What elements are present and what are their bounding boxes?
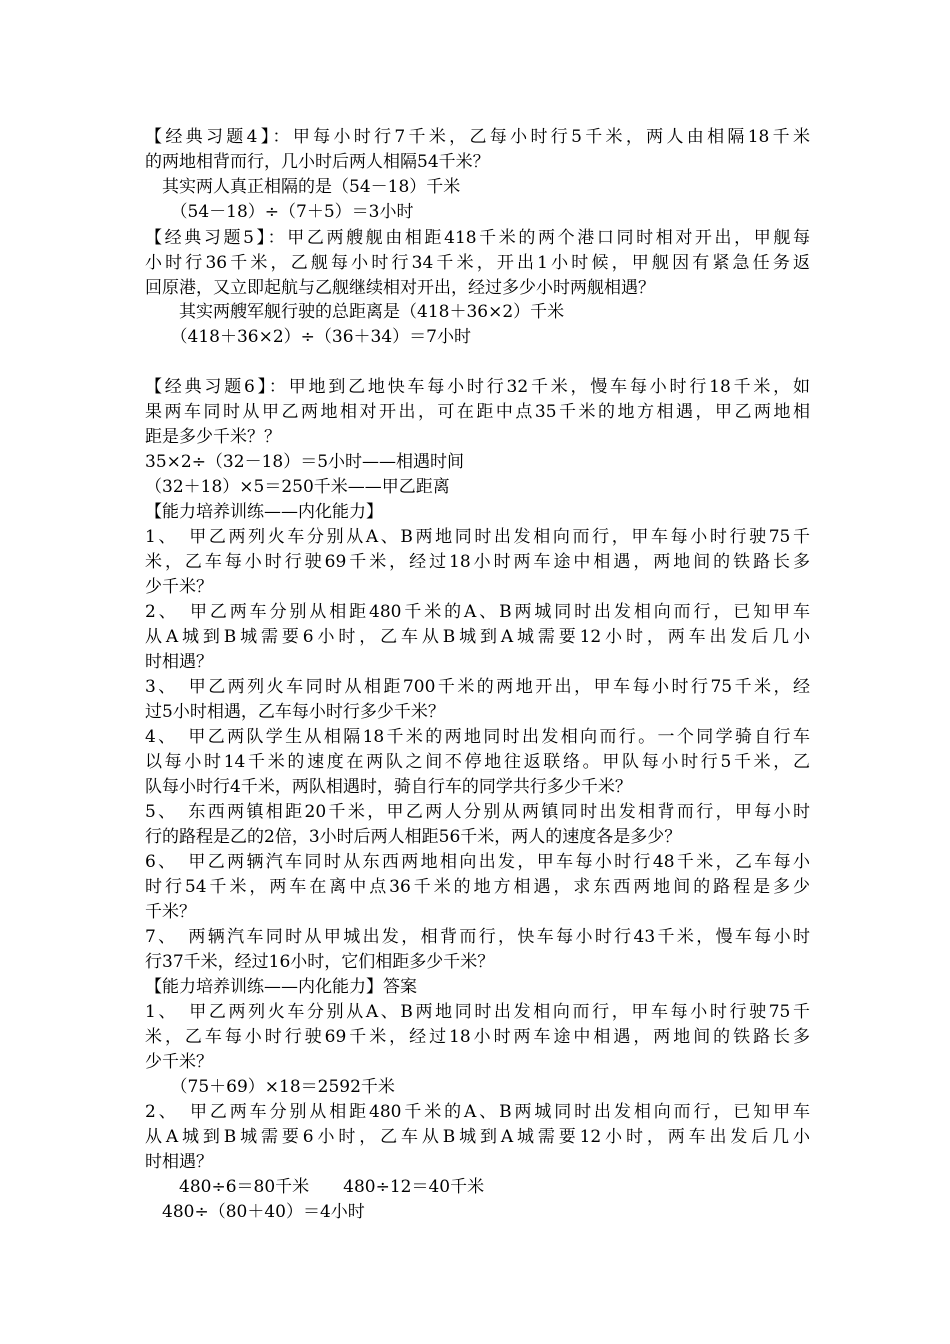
text-line: 从A城到B城需要6小时，乙车从B城到A城需要12小时，两车出发后几小 (145, 1127, 810, 1147)
text-line: 时相遇？ (145, 1152, 213, 1172)
text-line: 时相遇？ (145, 652, 213, 672)
text-line: 1、 甲乙两列火车分别从A、B两地同时出发相向而行，甲车每小时行驶75千 (145, 527, 810, 547)
text-line: （418＋36×2）÷（36＋34）＝7小时 (145, 327, 471, 347)
text-line: 480÷（80＋40）＝4小时 (145, 1202, 365, 1222)
text-line: 1、 甲乙两列火车分别从A、B两地同时出发相向而行，甲车每小时行驶75千 (145, 1002, 810, 1022)
text-line: 从A城到B城需要6小时，乙车从B城到A城需要12小时，两车出发后几小 (145, 627, 810, 647)
text-line: 其实两艘军舰行驶的总距离是（418＋36×2）千米 (145, 302, 565, 322)
text-line: 7、 两辆汽车同时从甲城出发，相背而行，快车每小时行43千米，慢车每小时 (145, 927, 810, 947)
text-line: 米，乙车每小时行驶69千米，经过18小时两车途中相遇，两地间的铁路长多 (145, 552, 810, 572)
text-line: 队每小时行4千米，两队相遇时，骑自行车的同学共行多少千米？ (145, 777, 632, 797)
text-line: 以每小时14千米的速度在两队之间不停地往返联络。甲队每小时行5千米，乙 (145, 752, 810, 772)
text-line: 【经典习题6】：甲地到乙地快车每小时行32千米，慢车每小时行18千米，如 (145, 377, 810, 397)
section-heading: 【能力培养训练——内化能力】 (145, 502, 383, 522)
text-line: 少千米？ (145, 1052, 213, 1072)
text-line: 5、 东西两镇相距20千米，甲乙两人分别从两镇同时出发相背而行，甲每小时 (145, 802, 810, 822)
section-heading: 【能力培养训练——内化能力】答案 (145, 977, 417, 997)
text-line: 6、 甲乙两辆汽车同时从东西两地相向出发，甲车每小时行48千米，乙车每小 (145, 852, 810, 872)
text-line: 距是多少千米？？ (145, 427, 281, 447)
text-line: 【经典习题5】：甲乙两艘舰由相距418千米的两个港口同时相对开出，甲舰每 (145, 228, 810, 248)
text-line: 行的路程是乙的2倍，3小时后两人相距56千米，两人的速度各是多少？ (145, 827, 682, 847)
text-line: 小时行36千米，乙舰每小时行34千米，开出1小时候，甲舰因有紧急任务返 (145, 253, 810, 273)
text-line: 4、 甲乙两队学生从相隔18千米的两地同时出发相向而行。一个同学骑自行车 (145, 727, 810, 747)
text-line: （75＋69）×18＝2592千米 (145, 1077, 395, 1097)
text-line: 千米？ (145, 902, 196, 922)
text-line: 果两车同时从甲乙两地相对开出，可在距中点35千米的地方相遇，甲乙两地相 (145, 402, 810, 422)
text-line: 其实两人真正相隔的是（54－18）千米 (145, 177, 461, 197)
text-line: 时行54千米，两车在离中点36千米的地方相遇，求东西两地间的路程是多少 (145, 877, 810, 897)
text-line: 米，乙车每小时行驶69千米，经过18小时两车途中相遇，两地间的铁路长多 (145, 1027, 810, 1047)
text-line: 【经典习题4】：甲每小时行7千米，乙每小时行5千米，两人由相隔18千米 (145, 127, 810, 147)
text-line: 35×2÷（32－18）＝5小时——相遇时间 (145, 452, 465, 472)
text-line: 3、 甲乙两列火车同时从相距700千米的两地开出，甲车每小时行75千米，经 (145, 677, 810, 697)
text-line: 少千米？ (145, 577, 213, 597)
text-line: 2、 甲乙两车分别从相距480千米的A、B两城同时出发相向而行，已知甲车 (145, 602, 810, 622)
text-line: 480÷6＝80千米 480÷12＝40千米 (145, 1177, 485, 1197)
text-line: 2、 甲乙两车分别从相距480千米的A、B两城同时出发相向而行，已知甲车 (145, 1102, 810, 1122)
text-line: 过5小时相遇，乙车每小时行多少千米？ (145, 702, 445, 722)
text-line: 的两地相背而行，几小时后两人相隔54千米？ (145, 152, 490, 172)
text-line: （32＋18）×5＝250千米——甲乙距离 (145, 477, 450, 497)
text-line: （54－18）÷（7＋5）＝3小时 (145, 202, 414, 222)
text-line: 行37千米，经过16小时，它们相距多少千米？ (145, 952, 495, 972)
text-line: 回原港，又立即起航与乙舰继续相对开出，经过多少小时两舰相遇？ (145, 278, 655, 298)
